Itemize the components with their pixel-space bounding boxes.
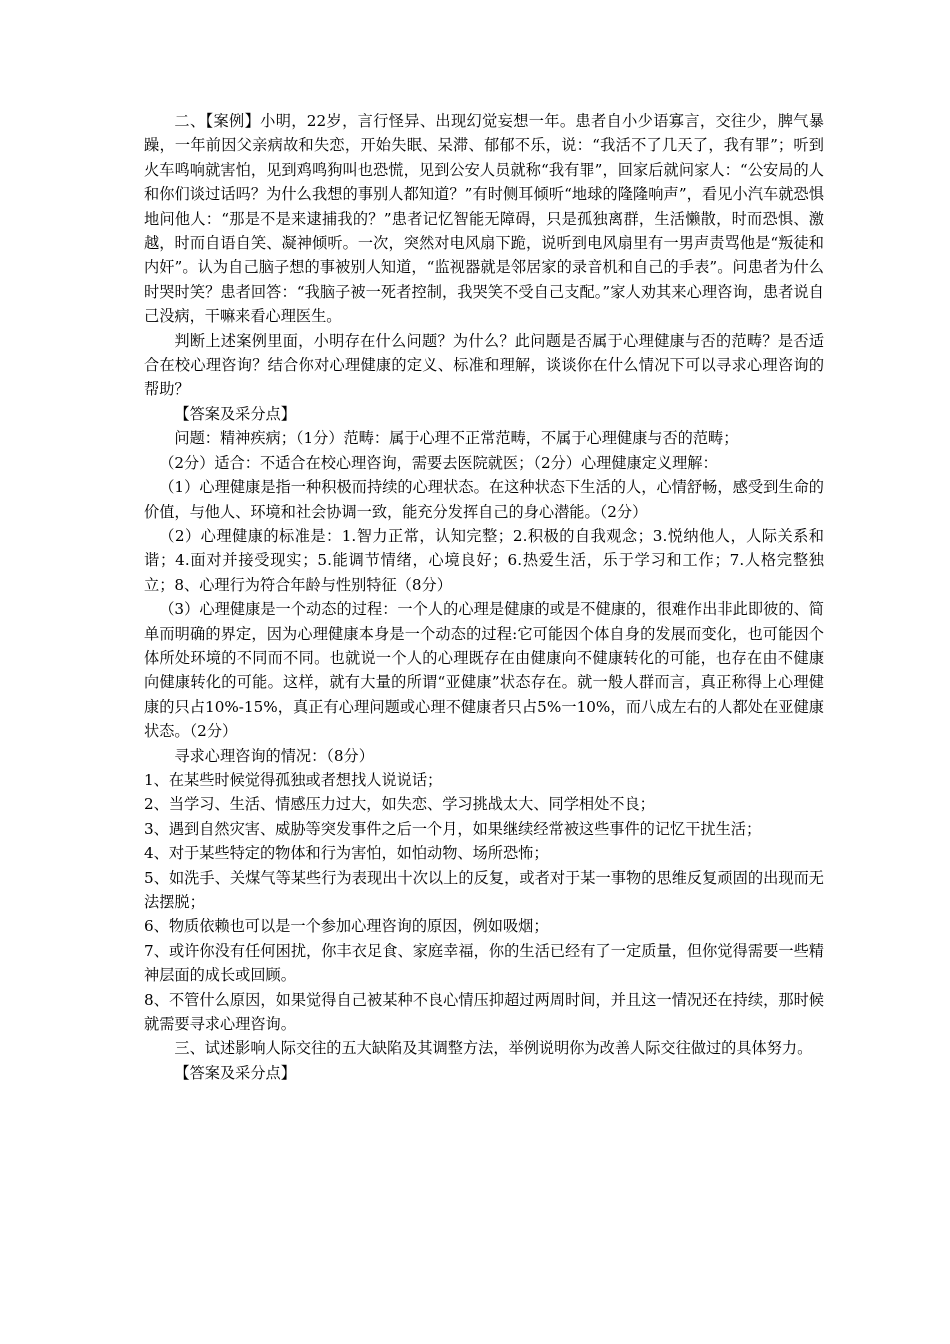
list-item: 4、对于某些特定的物体和行为害怕，如怕动物、场所恐怖； <box>144 844 549 863</box>
answer-point-1: （1）心理健康是指一种积极而持续的心理状态。在这种状态下生活的人，心情舒畅，感受到生命的价值，与他人、环境和社会协调一致，能充分发挥自己的身心潜能。（2分） <box>144 478 824 521</box>
answer-line: 问题：精神疾病；（1分）范畴：属于心理不正常范畴，不属于心理健康与否的范畴； <box>174 429 739 448</box>
answer-heading: 【答案及采分点】 <box>174 404 296 423</box>
case-prompt: 判断上述案例里面，小明存在什么问题？为什么？此问题是否属于心理健康与否的范畴？是否适合在校心理咨询？结合你对心理健康的定义、标准和理解，谈谈你在什么情况下可以寻求心理咨询的帮助？ <box>144 331 824 399</box>
list-item: 5、如洗手、关煤气等某些行为表现出十次以上的反复，或者对于某一事物的思维反复顽固的出现而无法摆脱； <box>144 868 824 911</box>
case-question: 二、【案例】小明，22岁，言行怪异、出现幻觉妄想一年。患者自小少语寡言，交往少，脾气暴躁，一年前因父亲病故和失恋，开始失眠、呆滞、郁郁不乐，说：“我活不了几天了，我有罪”；听到火车鸣响就害怕，见到鸡鸣狗叫也恐慌，见到公安人员就称“我有罪”，回家后就问家人：“公安局的人和你们谈过话吗？为什么我想的事别人都知道？”有时侧耳倾听“地球的隆隆响声”，看见小汽车就恐惧地问他人：“那是不是来逮捕我的？”患者记忆智能无障碍，只是孤独离群，生活懒散，时而恐惧、激越，时而自语自笑、凝神倾听。一次，突然对电风扇下跪，说听到电风扇里有一男声责骂他是“叛徒和内奸”。认为自己脑子想的事被别人知道，“监视器就是邻居家的录音机和自己的手表”。问患者为什么时哭时笑？患者回答：“我脑子被一死者控制，我哭笑不受自己支配。”家人劝其来心理咨询，患者说自己没病，干嘛来看心理医生。 <box>144 112 824 326</box>
answer-point-2: （2）心理健康的标准是：1.智力正常，认知完整；2.积极的自我观念；3.悦纳他人，人际关系和谐；4.面对并接受现实；5.能调节情绪，心境良好；6.热爱生活，乐于学习和工作；7.人格完整独立；8、心理行为符合年龄与性别特征（8分） <box>144 526 824 594</box>
list-item: 8、不管什么原因，如果觉得自己被某种不良心情压抑超过两周时间，并且这一情况还在持续，那时候就需要寻求心理咨询。 <box>144 990 824 1034</box>
document-page <box>144 109 824 1085</box>
section-three-question: 三、试述影响人际交往的五大缺陷及其调整方法，举例说明你为改善人际交往做过的具体努力。 <box>174 1039 813 1058</box>
seek-heading: 寻求心理咨询的情况：（8分） <box>174 746 374 765</box>
list-item: 3、遇到自然灾害、威胁等突发事件之后一个月，如果继续经常被这些事件的记忆干扰生活； <box>144 819 762 838</box>
list-item: 6、物质依赖也可以是一个参加心理咨询的原因，例如吸烟； <box>144 917 549 936</box>
list-item: 7、或许你没有任何困扰，你丰衣足食、家庭幸福，你的生活已经有了一定质量，但你觉得需要一些精神层面的成长或回顾。 <box>144 941 824 985</box>
answer-point-3: （3）心理健康是一个动态的过程：一个人的心理是健康的或是不健康的，很难作出非此即彼的、简单而明确的界定，因为心理健康本身是一个动态的过程:它可能因个体自身的发展而变化，也可能因个体所处环境的不同而不同。也就说一个人的心理既存在由健康向不健康转化的可能，也存在由不健康向健康转化的可能。这样，就有大量的所谓“亚健康”状态存在。就一般人群而言，真正称得上心理健康的只占10%-15%，真正有心理问题或心理不健康者只占5%一10%，而八成左右的人都处在亚健康状态。（2分） <box>144 600 824 741</box>
answer-line: （2分）适合：不适合在校心理咨询，需要去医院就医；（2分）心理健康定义理解： <box>159 453 718 472</box>
list-item: 1、在某些时候觉得孤独或者想找人说说话； <box>144 770 443 789</box>
list-item: 2、当学习、生活、情感压力过大，如失恋、学习挑战太大、同学相处不良； <box>144 795 655 814</box>
section-three-answer-heading: 【答案及采分点】 <box>174 1063 296 1082</box>
